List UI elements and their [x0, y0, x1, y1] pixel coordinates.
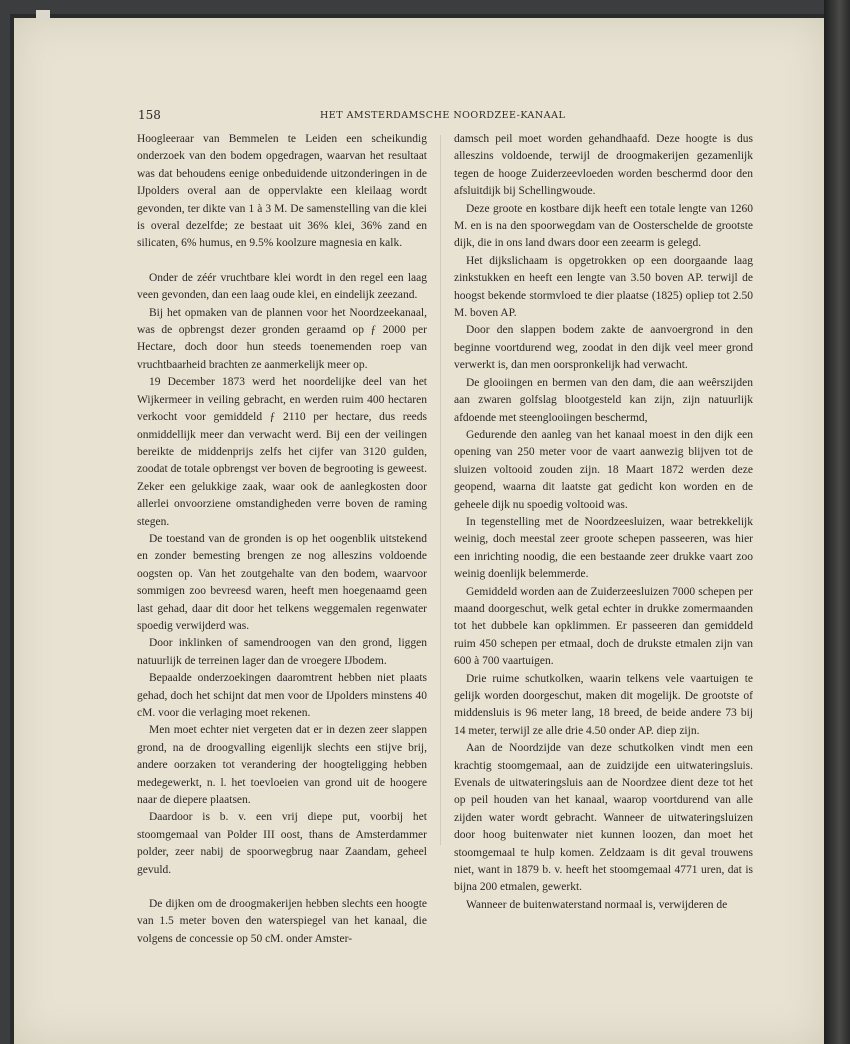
paragraph: Bij het opmaken van de plannen voor het Noordzeekanaal, was de opbrengst dezer gronden geraamd op ƒ 2000 per Hectare, doch door hun steeds toenemenden roep van vruchtbaarheid brachten ze aanmerkelijk meer op. — [137, 306, 427, 371]
running-head: HET AMSTERDAMSCHE NOORDZEE-KANAAL — [320, 110, 566, 121]
paragraph: Drie ruime schutkolken, waarin telkens vele vaartuigen te gelijk worden doorgeschut, maken dit mogelijk. De grootste of middensluis is 96 meter lang, 18 breed, de beide andere 73 bij 14 meter, terwijl ze alle drie 4.50 onder AP. diep zijn. — [454, 672, 753, 737]
right-column — [454, 131, 753, 914]
paragraph: Door den slappen bodem zakte de aanvoergrond in den beginne voortdurend weg, zoodat in den dijk veel meer grond verwerkt is, dan men oorspronkelijk had verwacht. — [454, 324, 753, 372]
paragraph: De dijken om de droogmakerijen hebben slechts een hoogte van 1.5 meter boven den waterspiegel van het kanaal, die volgens de concessie op 50 cM. onder Amster- — [137, 898, 427, 945]
paragraph: De glooiingen en bermen van den dam, die aan weêrszijden aan zwaren golfslag blootgesteld kan zijn, zijn natuurlijk afdoende met steenglooiingen beschermd, — [454, 376, 753, 424]
paragraph: Het dijkslichaam is opgetrokken op een doorgaande laag zinkstukken en heeft een lengte van 3.50 boven AP. terwijl de hoogst bekende stormvloed te dier plaatse (1825) opliep tot 2.50 M. boven AP. — [454, 254, 753, 320]
page-corner — [36, 10, 50, 20]
paragraph: Men moet echter niet vergeten dat er in dezen zeer slappen grond, na de droogvalling eigenlijk slechts een stijve brij, andere oorzaken tot verandering der hoogteligging hebben medegewerkt, n. l. het toevloeien van grond uit de hoogere naar de diepere plaatsen. — [137, 724, 427, 807]
left-column — [137, 131, 427, 948]
paragraph: Gemiddeld worden aan de Zuiderzeesluizen 7000 schepen per maand doorgeschut, welk getal echter in drukke zomermaanden tot het dubbele kan opklimmen. Er passeeren dan gemiddeld ruim 450 schepen per etmaal, doch de drukste etmalen zijn van 600 à 700 vaartuigen. — [454, 585, 753, 668]
binding-edge — [824, 0, 850, 1044]
page-number: 158 — [138, 108, 161, 122]
paragraph: Aan de Noordzijde van deze schutkolken vindt men een krachtig stoomgemaal, aan de zuidzijde een uitwateringsluis. Evenals de uitwateringsluis aan de Noordzee dient deze tot het op peil houden van het kanaal, waarop voortdurend van alle zijden water wordt gebracht. Wanneer de uitwateringsluizen door hoog buitenwater niet kunnen loozen, dan moet het stoomgemaal te hulp komen. Zeldzaam is dit geval trouwens niet, want in 1879 b. v. heeft het stoomgemaal 4771 uren, dat is bijna 200 etmalen, gewerkt. — [454, 742, 753, 894]
paragraph: Door inklinken of samendroogen van den grond, liggen natuurlijk de terreinen lager dan de vroegere IJbodem. — [137, 637, 427, 667]
paragraph: 19 December 1873 werd het noordelijke deel van het Wijkermeer in veiling gebracht, en werden ruim 400 hectaren verkocht voor gemiddeld ƒ 2110 per hectare, dus reeds onmiddellijk meer dan verwacht werd. Bij een der veilingen bereikte de middenprijs zelfs het cijfer van 3120 gulden, zoodat de totale opbrengst ver boven de begrooting is geweest. Zeker een gelukkige zaak, waar ook de aanlegkosten door allerlei onvoorziene omstandigheden verre boven de raming stegen. — [137, 376, 427, 528]
paragraph: Deze groote en kostbare dijk heeft een totale lengte van 1260 M. en is na den spoorwegdam van de Oosterschelde de grootste dijk, die in ons land dwars door een zeearm is gelegd. — [454, 202, 753, 250]
paragraph: Hoogleeraar van Bemmelen te Leiden een scheikundig onderzoek van den bodem opgedragen, waarvan het resultaat was dat behoudens eenige onbeduidende uitzonderingen in de IJpolders overal aan de oppervlakte een kleilaag wordt gevonden, ter dikte van 1 à 3 M. De samenstelling van die klei is overal dezelfde; ze bestaat uit 36% klei, 36% zand en silicaten, 6% humus, en 9.5% koolzure magnesia en kalk. — [137, 133, 427, 250]
paragraph: damsch peil moet worden gehandhaafd. Deze hoogte is dus alleszins voldoende, terwijl de droogmakerijen gezamenlijk tegen de hooge Zuiderzeevloeden worden beschermd door den afsluitdijk bij Schellingwoude. — [454, 133, 753, 198]
paragraph: Gedurende den aanleg van het kanaal moest in den dijk een opening van 250 meter voor de vaart aanwezig blijven tot de sluizen voltooid zouden zijn. 18 Maart 1872 werden deze geopend, waarna dit laatste gat gedicht kon worden en de geheele dijk nu spoedig voltooid was. — [454, 428, 753, 511]
column-divider — [440, 135, 441, 845]
paragraph: Daardoor is b. v. een vrij diepe put, voorbij het stoomgemaal van Polder III oost, thans de Amsterdammer polder, zeer nabij de spoorwegbrug naar Zaandam, geheel gevuld. — [137, 811, 427, 876]
paragraph: Onder de zéér vruchtbare klei wordt in den regel een laag veen gevonden, dan een laag oude klei, en eindelijk zeezand. — [137, 271, 427, 302]
paragraph: Bepaalde onderzoekingen daaromtrent hebben niet plaats gehad, doch het schijnt dat men voor de IJpolders minstens 40 cM. voor die verlaging moet rekenen. — [137, 672, 427, 719]
paragraph: Wanneer de buitenwaterstand normaal is, verwijderen de — [466, 898, 728, 911]
paragraph: In tegenstelling met de Noordzeesluizen, waar betrekkelijk weinig, doch meestal zeer groote schepen passeeren, was hier een inrichting noodig, die een bestaande zeer drukke vaart zoo weinig doenlijk belemmerde. — [454, 515, 753, 581]
paragraph: De toestand van de gronden is op het oogenblik uitstekend en zonder bemesting brengen ze nog alleszins voldoende oogsten op. Van het zoutgehalte van den bodem, waarvoor sommigen zoo bevreesd waren, heeft men hoegenaamd geen last gehad, daar dit door het telkens weggemalen regenwater spoedig verwijderd was. — [137, 532, 427, 632]
